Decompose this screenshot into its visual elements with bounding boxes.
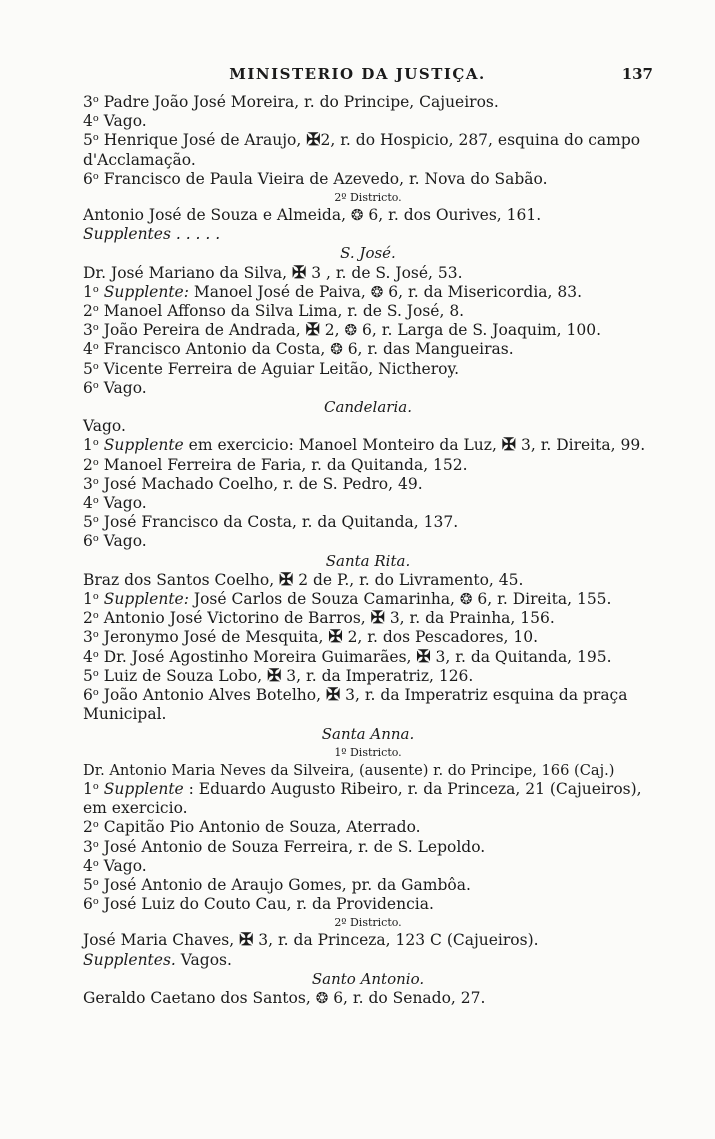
- order-cross-icon: ✠: [292, 262, 307, 283]
- order-cross-icon: ✠: [501, 435, 517, 456]
- list-item: 3ᵒ José Machado Coelho, r. de S. Pedro, 49.: [83, 474, 423, 493]
- entry-text: 4ᵒ Francisco Antonio da Costa,: [83, 340, 331, 359]
- list-item: [83, 264, 653, 283]
- list-item: 4ᵒ Vago.: [83, 856, 147, 875]
- section-heading-s-jose: S. José.: [340, 244, 396, 263]
- medal-icon: ❂: [315, 988, 329, 1007]
- entry-text: 6, r. do Senado, 27.: [328, 988, 486, 1007]
- list-item: [83, 571, 653, 590]
- entry-text: 3, r. da Imperatriz esquina da praça Municipal.: [83, 686, 628, 724]
- list-item: 5ᵒ José Antonio de Araujo Gomes, pr. da Gambôa.: [83, 875, 471, 894]
- list-item: [83, 131, 653, 169]
- order-cross-icon: ✠: [306, 130, 321, 151]
- order-cross-icon: ✠: [325, 685, 341, 706]
- document-body: [83, 93, 653, 1008]
- district-heading: 1º Districto.: [334, 745, 402, 759]
- list-item: [83, 648, 653, 667]
- entry-text: 2,: [319, 321, 345, 340]
- entry-text: Supplente:: [103, 590, 189, 609]
- list-item: 6ᵒ Vago.: [83, 378, 147, 397]
- medal-icon: ❂: [330, 340, 343, 359]
- entry-text: 3, r. da Prainha, 156.: [384, 609, 555, 628]
- medal-icon: ❂: [344, 321, 358, 340]
- section-heading-candelaria: Candelaria.: [324, 398, 412, 417]
- entry-text: 6, r. Direita, 155.: [472, 590, 612, 609]
- entry-text: 6, r. das Mangueiras.: [342, 340, 514, 359]
- entry-text: 5ᵒ Henrique José de Araujo,: [83, 131, 307, 150]
- list-item: 4ᵒ Vago.: [83, 494, 147, 513]
- entry-text: Geraldo Caetano dos Santos,: [83, 988, 316, 1007]
- entry-text: José Maria Chaves,: [83, 931, 240, 950]
- district-heading: 2º Districto.: [334, 916, 402, 930]
- section-heading-santo-antonio: Santo Antonio.: [311, 969, 425, 988]
- entry-text: 3 , r. de S. José, 53.: [306, 263, 463, 282]
- order-cross-icon: ✠: [328, 627, 343, 648]
- list-item: 2ᵒ Manoel Affonso da Silva Lima, r. de S. José, 8.: [83, 302, 465, 321]
- list-item: [83, 590, 653, 609]
- entry-text: Antonio José de Souza e Almeida,: [83, 206, 351, 225]
- entry-text: : Eduardo Augusto Ribeiro, r. da Princeza, 21 (Cajueiros), em exercicio.: [83, 779, 642, 818]
- entry-text: 1ᵒ: [83, 282, 104, 301]
- entry-text: 4ᵒ Dr. José Agostinho Moreira Guimarães,: [83, 647, 417, 666]
- entry-text: 3, r. da Princeza, 123 C (Cajueiros).: [253, 931, 539, 950]
- district-heading: 2º Districto.: [334, 191, 402, 205]
- entry-text: Manoel José de Paiva,: [188, 282, 371, 301]
- list-item: 6ᵒ Francisco de Paula Vieira de Azevedo, r. Nova do Sabão.: [83, 169, 548, 188]
- order-cross-icon: ✠: [279, 569, 294, 590]
- entry-text: 5ᵒ Luiz de Souza Lobo,: [83, 666, 268, 685]
- list-item: [83, 609, 653, 628]
- list-item: [83, 283, 653, 302]
- entry-text: José Carlos de Souza Camarinha,: [188, 590, 460, 609]
- list-item: 2ᵒ Capitão Pio Antonio de Souza, Aterrado.: [83, 818, 421, 837]
- order-cross-icon: ✠: [305, 320, 320, 341]
- list-item: 5ᵒ José Francisco da Costa, r. da Quitanda, 137.: [83, 513, 459, 532]
- list-item: 6ᵒ Vago.: [83, 532, 147, 551]
- entry-text: Supplente: [103, 779, 184, 798]
- list-item: [83, 989, 653, 1008]
- medal-icon: ❂: [370, 282, 384, 301]
- entry-text: Dr. José Mariano da Silva,: [83, 263, 293, 282]
- list-item: 6ᵒ José Luiz do Couto Cau, r. da Providencia.: [83, 895, 434, 914]
- entry-text: 6, r. dos Ourives, 161.: [363, 206, 542, 225]
- list-item: [83, 667, 653, 686]
- page-header: [0, 65, 715, 87]
- list-item: [83, 436, 653, 455]
- entry-text: 2, r. dos Pescadores, 10.: [342, 628, 539, 647]
- entry-text: 3, r. Direita, 99.: [516, 436, 646, 455]
- order-cross-icon: ✠: [267, 665, 282, 686]
- section-heading-santa-anna: Santa Anna.: [321, 724, 415, 743]
- order-cross-icon: ✠: [370, 608, 385, 629]
- entry-text: 6, r. da Misericordia, 83.: [383, 282, 583, 301]
- list-item: [83, 321, 653, 340]
- entry-text: em exercicio: Manoel Monteiro da Luz,: [183, 436, 502, 455]
- list-item: [83, 340, 653, 359]
- order-cross-icon: ✠: [239, 930, 254, 951]
- entry-text: 2ᵒ Antonio José Victorino de Barros,: [83, 609, 371, 628]
- entry-text: Braz dos Santos Coelho,: [83, 570, 280, 589]
- list-item: Vago.: [83, 417, 126, 436]
- section-heading-santa-rita: Santa Rita.: [325, 551, 411, 570]
- list-item: 3ᵒ José Antonio de Souza Ferreira, r. de S. Lepoldo.: [83, 837, 486, 856]
- medal-icon: ❂: [350, 206, 364, 225]
- list-item: [83, 686, 653, 724]
- list-item: Supplentes . . . . .: [83, 225, 221, 244]
- list-item: 4ᵒ Vago.: [83, 112, 147, 131]
- entry-text: 2, r. do Hospicio, 287, esquina do campo d'Acclamação.: [83, 131, 641, 169]
- entry-text: Supplente:: [103, 282, 189, 301]
- entry-text: 1ᵒ: [83, 779, 104, 798]
- entry-text: 6, r. Larga de S. Joaquim, 100.: [357, 321, 601, 340]
- list-item: [83, 206, 653, 225]
- list-item: [83, 951, 653, 970]
- page-number: 137: [621, 65, 653, 83]
- list-item: 5ᵒ Vicente Ferreira de Aguiar Leitão, Nictheroy.: [83, 359, 460, 378]
- list-item: [83, 780, 653, 818]
- list-item: 3ᵒ Padre João José Moreira, r. do Principe, Cajueiros.: [83, 93, 499, 111]
- entry-text: 2 de P., r. do Livramento, 45.: [293, 570, 524, 589]
- list-item: Dr. Antonio Maria Neves da Silveira, (ausente) r. do Principe, 166 (Caj.): [83, 761, 615, 779]
- entry-text: 6ᵒ João Antonio Alves Botelho,: [83, 686, 326, 705]
- entry-text: 3ᵒ João Pereira de Andrada,: [83, 321, 306, 340]
- entry-text: 3, r. da Quitanda, 195.: [430, 647, 612, 666]
- entry-text: Vagos.: [175, 950, 232, 969]
- entry-text: Supplente: [103, 436, 184, 455]
- entry-text: Supplentes.: [83, 950, 176, 969]
- entry-text: 3, r. da Imperatriz, 126.: [281, 666, 474, 685]
- entry-text: 1ᵒ: [83, 590, 104, 609]
- order-cross-icon: ✠: [416, 646, 431, 667]
- medal-icon: ❂: [459, 590, 473, 609]
- page-title: MINISTERIO DA JUSTIÇA.: [229, 65, 486, 83]
- list-item: [83, 931, 653, 950]
- entry-text: 1ᵒ: [83, 436, 104, 455]
- list-item: 2ᵒ Manoel Ferreira de Faria, r. da Quitanda, 152.: [83, 455, 468, 474]
- entry-text: 3ᵒ Jeronymo José de Mesquita,: [83, 628, 329, 647]
- list-item: [83, 628, 653, 647]
